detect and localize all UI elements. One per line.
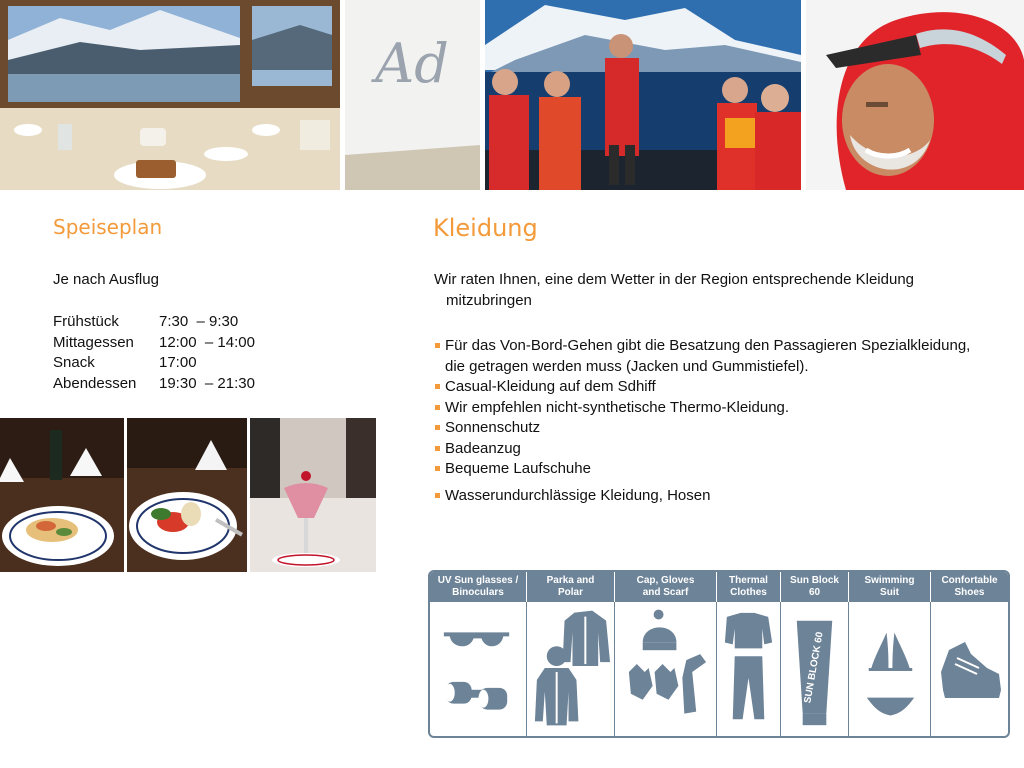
list-item: Wir empfehlen nicht-synthetische Thermo-Kleidung. <box>434 398 994 419</box>
meal-name: Frühstück <box>53 313 119 330</box>
gear-title-thermal: Thermal Clothes <box>717 572 781 602</box>
list-item: Für das Von-Bord-Gehen gibt die Besatzung den Passagieren Spezialkleidung, die getragen werden muss (Jacken und Gummistiefel). <box>434 336 994 377</box>
photo-zodiac-group <box>485 0 801 190</box>
meal-time: 12:00 – 14:00 <box>159 333 255 351</box>
meal-time: 17:00 <box>159 354 197 371</box>
photo-dining-window <box>0 0 340 190</box>
meal-time: 7:30 – 9:30 <box>159 313 239 330</box>
gear-title-sunblock: Sun Block 60 <box>781 572 849 602</box>
meal-time: 19:30 – 21:30 <box>159 374 255 392</box>
meal-name: Mittagessen <box>53 333 134 351</box>
photo-dish-plated <box>127 418 247 572</box>
cap-gloves-scarf-icon <box>615 602 717 738</box>
gear-title-swimsuit: Swimming Suit <box>849 572 931 602</box>
meal-name: Abendessen <box>53 374 137 392</box>
napkin-monogram: Ad <box>375 32 449 95</box>
shoes-icon <box>931 602 1008 738</box>
clothing-intro: Wir raten Ihnen, eine dem Wetter in der Region entsprechende Kleidung mitzubringen <box>434 271 915 309</box>
photo-man-red-parka <box>806 0 1024 190</box>
sunblock-label: SUN BLOCK 60 <box>802 631 826 705</box>
gear-panel <box>428 570 1010 738</box>
meal-row-breakfast <box>53 312 255 333</box>
meal-name: Snack <box>53 354 95 371</box>
gear-title-shoes: Confortable Shoes <box>941 575 998 598</box>
meal-schedule <box>53 312 255 394</box>
menu-heading: Speiseplan <box>53 215 163 239</box>
sunblock-icon <box>781 602 849 738</box>
list-item: Badeanzug <box>434 439 994 460</box>
swimsuit-icon <box>849 602 931 738</box>
list-item: Sonnenschutz <box>434 418 994 439</box>
gear-title-parka: Parka and Polar <box>527 572 615 602</box>
list-item: Wasserundurchlässige Kleidung, Hosen <box>434 486 994 507</box>
gear-body <box>430 602 1008 738</box>
meal-row-lunch <box>53 333 255 354</box>
clothing-list <box>434 336 994 506</box>
menu-subtitle: Je nach Ausflug <box>53 271 159 288</box>
photo-dessert-glass <box>250 418 376 572</box>
meal-row-snack <box>53 353 255 374</box>
list-item: Bequeme Laufschuhe <box>434 459 994 480</box>
photo-dish-seafood <box>0 418 124 572</box>
clothing-heading: Kleidung <box>433 214 538 242</box>
list-item: Casual-Kleidung auf dem Sdhiff <box>434 377 994 398</box>
gear-title-cap-gloves: Cap, Gloves and Scarf <box>615 572 717 602</box>
thermal-clothes-icon <box>717 602 781 738</box>
photo-napkin <box>345 0 480 190</box>
sunglasses-binoculars-icon <box>430 602 527 738</box>
gear-header <box>430 572 1008 602</box>
gear-title-sunglasses: UV Sun glasses / Binoculars <box>430 572 527 602</box>
parka-icon <box>527 602 615 738</box>
meal-row-dinner <box>53 374 255 395</box>
